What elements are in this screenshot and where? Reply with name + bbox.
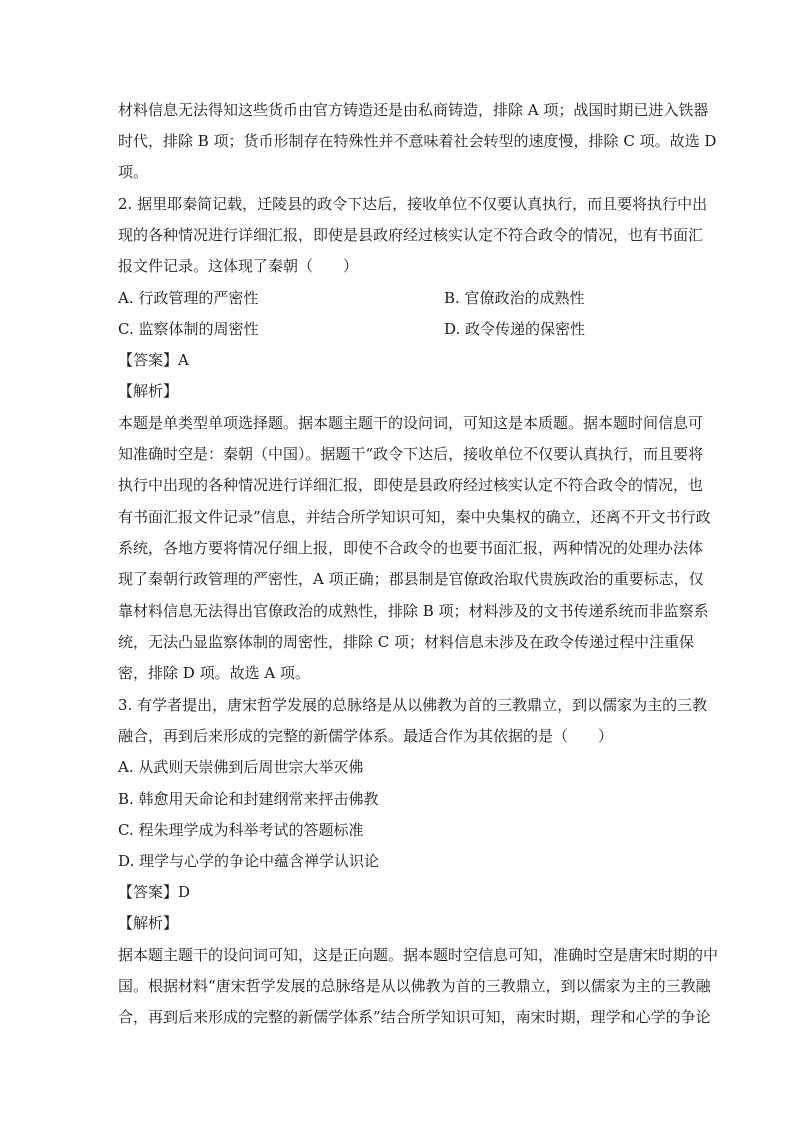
question-3-stem: 3. 有学者提出，唐宋哲学发展的总脉络是从以佛教为首的三教鼎立，到以儒家为主的三教 (118, 696, 708, 714)
text-line: 现了秦朝行政管理的严密性，A 项正确；郡县制是官僚政治取代贵族政治的重要标志，仅 (118, 570, 704, 588)
text-line: 项。 (118, 163, 149, 181)
text-line: 合，再到后来形成的完整的新儒学体系”结合所学知识可知，南宋时期，理学和心学的争论 (118, 1008, 711, 1026)
analysis-label: 【解析】 (118, 914, 179, 932)
answer-label: 【答案】A (118, 351, 189, 369)
question-2-stem: 2. 据里耶秦简记载，迁陵县的政令下达后，接收单位不仅要认真执行，而且要将执行中出 (118, 195, 708, 213)
text-line: 本题是单类型单项选择题。据本题主题干的设问词，可知这是本质题。据本题时间信息可 (118, 414, 704, 432)
option-a: A. 行政管理的严密性 (118, 289, 259, 307)
option-c: C. 监察体制的周密性 (118, 320, 259, 338)
option-b: B. 韩愈用天命论和封建纲常来抨击佛教 (118, 790, 379, 808)
option-b: B. 官僚政治的成熟性 (444, 289, 585, 307)
text-line: 知准确时空是：秦朝（中国）。据题干“政令下达后，接收单位不仅要认真执行，而且要将 (118, 445, 704, 463)
text-line: 统，无法凸显监察体制的周密性，排除 C 项；材料信息未涉及在政令传递过程中注重保 (118, 633, 695, 651)
text-line: 有书面汇报文件记录”信息，并结合所学知识可知，秦中央集权的确立，还离不开文书行政 (118, 508, 711, 526)
text-line: 密，排除 D 项。故选 A 项。 (118, 664, 310, 682)
option-c: C. 程朱理学成为科举考试的答题标准 (118, 821, 364, 839)
option-a: A. 从武则天崇佛到后周世宗大举灭佛 (118, 758, 364, 776)
text-line: 融合，再到后来形成的完整的新儒学体系。最适合作为其依据的是（ ） (118, 727, 614, 745)
text-line: 现的各种情况进行详细汇报，即使是县政府经过核实认定不符合政令的情况，也有书面汇 (118, 226, 704, 244)
analysis-label: 【解析】 (118, 382, 179, 400)
text-line: 系统，各地方要将情况仔细上报，即使不合政令的也要书面汇报，两种情况的处理办法体 (118, 539, 704, 557)
option-d: D. 政令传递的保密性 (444, 320, 586, 338)
text-line: 靠材料信息无法得出官僚政治的成熟性，排除 B 项；材料涉及的文书传递系统而非监察系 (118, 602, 709, 620)
text-line: 据本题主题干的设问词可知，这是正向题。据本题时空信息可知，准确时空是唐宋时期的中 (118, 946, 719, 964)
text-line: 执行中出现的各种情况进行详细汇报，即使是县政府经过核实认定不符合政令的情况，也 (118, 476, 704, 494)
answer-label: 【答案】D (118, 883, 191, 901)
text-line: 报文件记录。这体现了秦朝（ ） (118, 257, 359, 275)
text-line: 时代，排除 B 项；货币形制存在特殊性并不意味着社会转型的速度慢，排除 C 项。故选 D (118, 132, 717, 150)
text-line: 国。根据材料“唐宋哲学发展的总脉络是从以佛教为首的三教鼎立，到以儒家为主的三教融 (118, 977, 711, 995)
text-line: 材料信息无法得知这些货币由官方铸造还是由私商铸造，排除 A 项；战国时期已进入铁器 (118, 101, 709, 119)
option-d: D. 理学与心学的争论中蕴含禅学认识论 (118, 852, 380, 870)
